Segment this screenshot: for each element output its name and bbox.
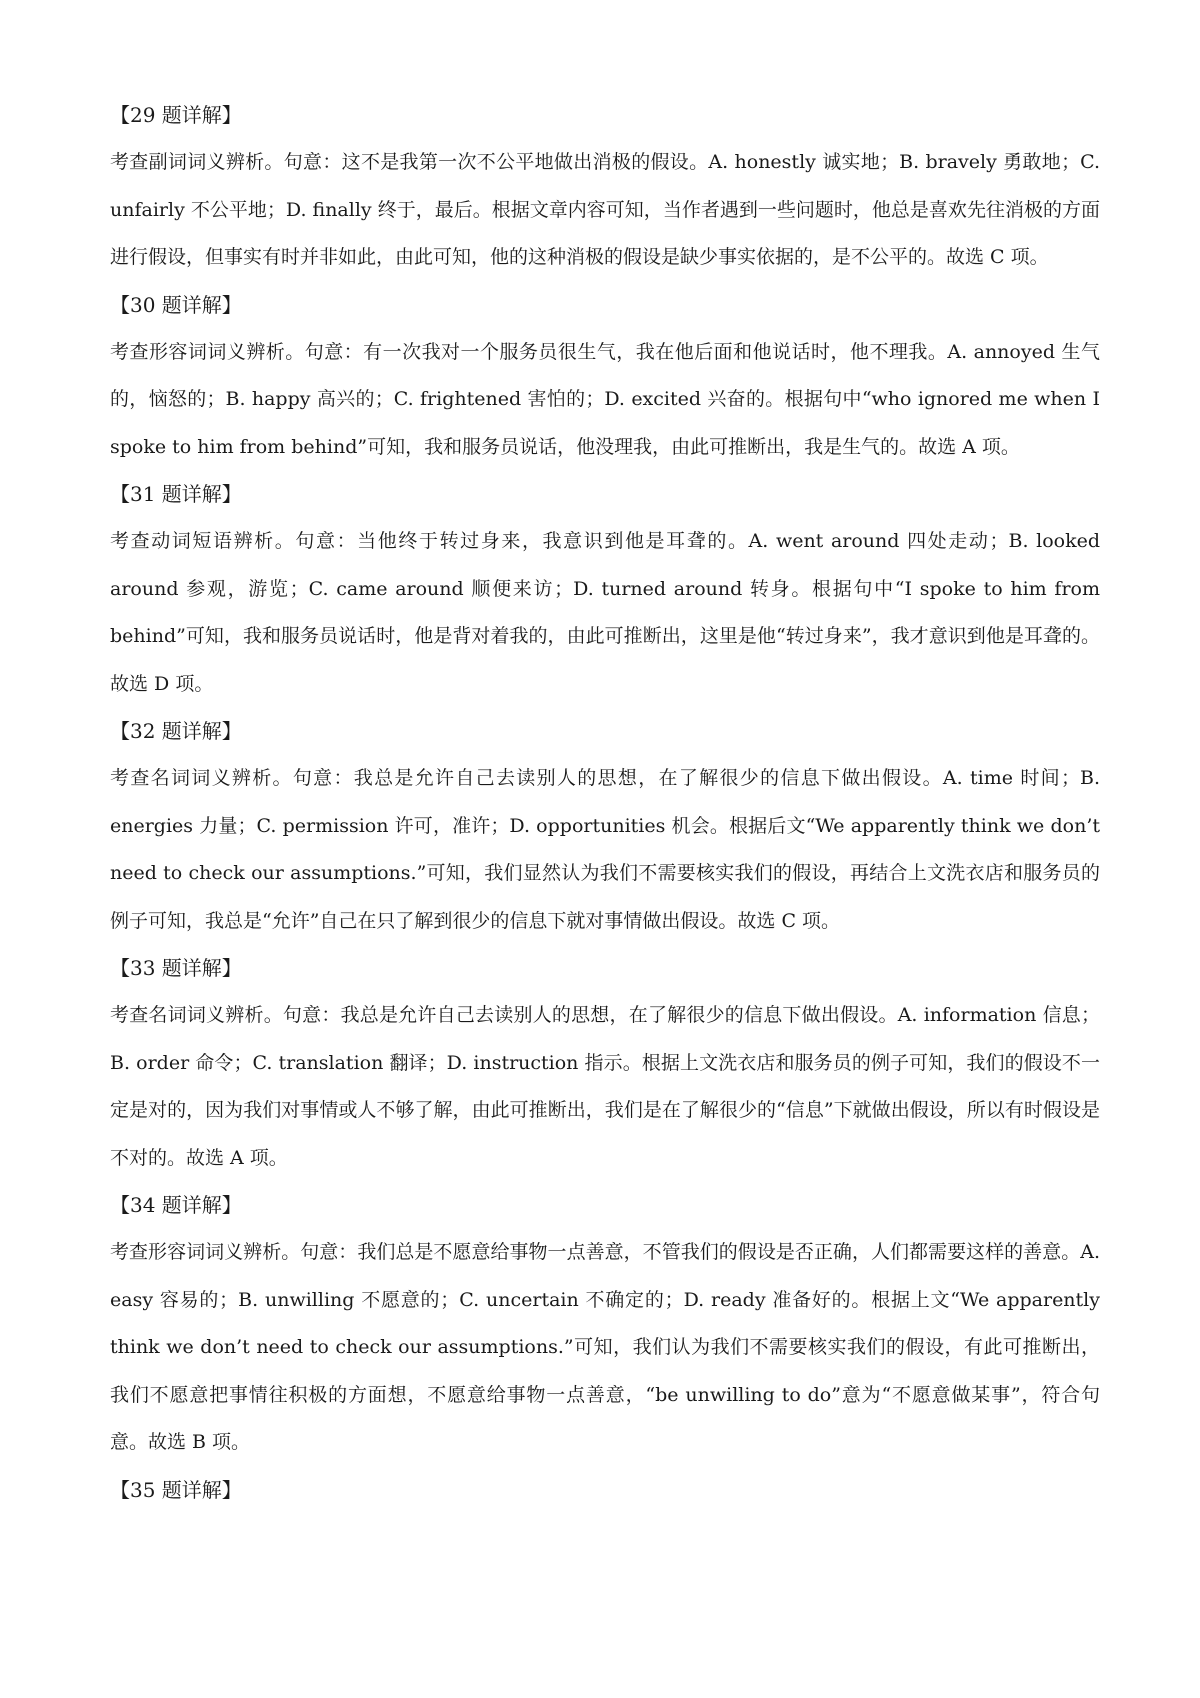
section-29-heading: 【29 题详解】 (110, 103, 242, 127)
section-29-body: 考查副词词义辨析。句意：这不是我第一次不公平地做出消极的假设。A. honestly 诚实地；B. bravely 勇敢地；C. unfairly 不公平地；D. finally 终于，最后。根据文章内容可知，当作者遇到一些问题时，他总是喜欢先往消极的方面进行假设，但事实有时并非如此，由此可知，他的这种消极的假设是缺少事实依据的，是不公平的。故选 C 项。 (110, 151, 1100, 268)
section-34-body: 考查形容词词义辨析。句意：我们总是不愿意给事物一点善意，不管我们的假设是否正确，人们都需要这样的善意。A. easy 容易的；B. unwilling 不愿意的；C. uncertain 不确定的；D. ready 准备好的。根据上文“We apparently think we don’t need to check our assumptions.”可知，我们认为我们不需要核实我们的假设，有此可推断出，我们不愿意把事情往积极的方面想，不愿意给事物一点善意，“be unwilling to do”意为“不愿意做某事”，符合句意。故选 B 项。 (110, 1241, 1100, 1453)
section-30-heading: 【30 题详解】 (110, 292, 242, 317)
section-32-body: 考查名词词义辨析。句意：我总是允许自己去读别人的思想，在了解很少的信息下做出假设。A. time 时间；B. energies 力量；C. permission 许可，准许；D. opportunities 机会。根据后文“We apparently think we don’t need to check our assumptions.”可知，我们显然认为我们不需要核实我们的假设，再结合上文洗衣店和服务员的例子可知，我总是“允许”自己在只了解到很少的信息下就对事情做出假设。故选 C 项。 (110, 767, 1100, 932)
section-31-heading: 【31 题详解】 (110, 482, 242, 506)
section-35-heading: 【35 题详解】 (110, 1477, 242, 1502)
section-33-body: 考查名词词义辨析。句意：我总是允许自己去读别人的思想，在了解很少的信息下做出假设。A. information 信息；B. order 命令；C. translation 翻译；D. instruction 指示。根据上文洗衣店和服务员的例子可知，我们的假设不一定是对的，因为我们对事情或人不够了解，由此可推断出，我们是在了解很少的“信息”下就做出假设，所以有时假设是不对的。故选 A 项。 (110, 1004, 1100, 1169)
section-30-body: 考查形容词词义辨析。句意：有一次我对一个服务员很生气，我在他后面和他说话时，他不理我。A. annoyed 生气的，恼怒的；B. happy 高兴的；C. frightened 害怕的；D. excited 兴奋的。根据句中“who ignored me when I spoke to him from behind”可知，我和服务员说话，他没理我，由此可推断出，我是生气的。故选 A 项。 (110, 340, 1100, 458)
section-32-heading: 【32 题详解】 (110, 719, 242, 743)
section-33-heading: 【33 题详解】 (110, 956, 242, 980)
document-page (110, 92, 1100, 1514)
section-31-body: 考查动词短语辨析。句意：当他终于转过身来，我意识到他是耳聋的。A. went around 四处走动；B. looked around 参观，游览；C. came around 顺便来访；D. turned around 转身。根据句中“I spoke to him from behind”可知，我和服务员说话时，他是背对着我的，由此可推断出，这里是他“转过身来”，我才意识到他是耳聋的。故选 D 项。 (110, 530, 1100, 695)
section-34-heading: 【34 题详解】 (110, 1193, 242, 1217)
